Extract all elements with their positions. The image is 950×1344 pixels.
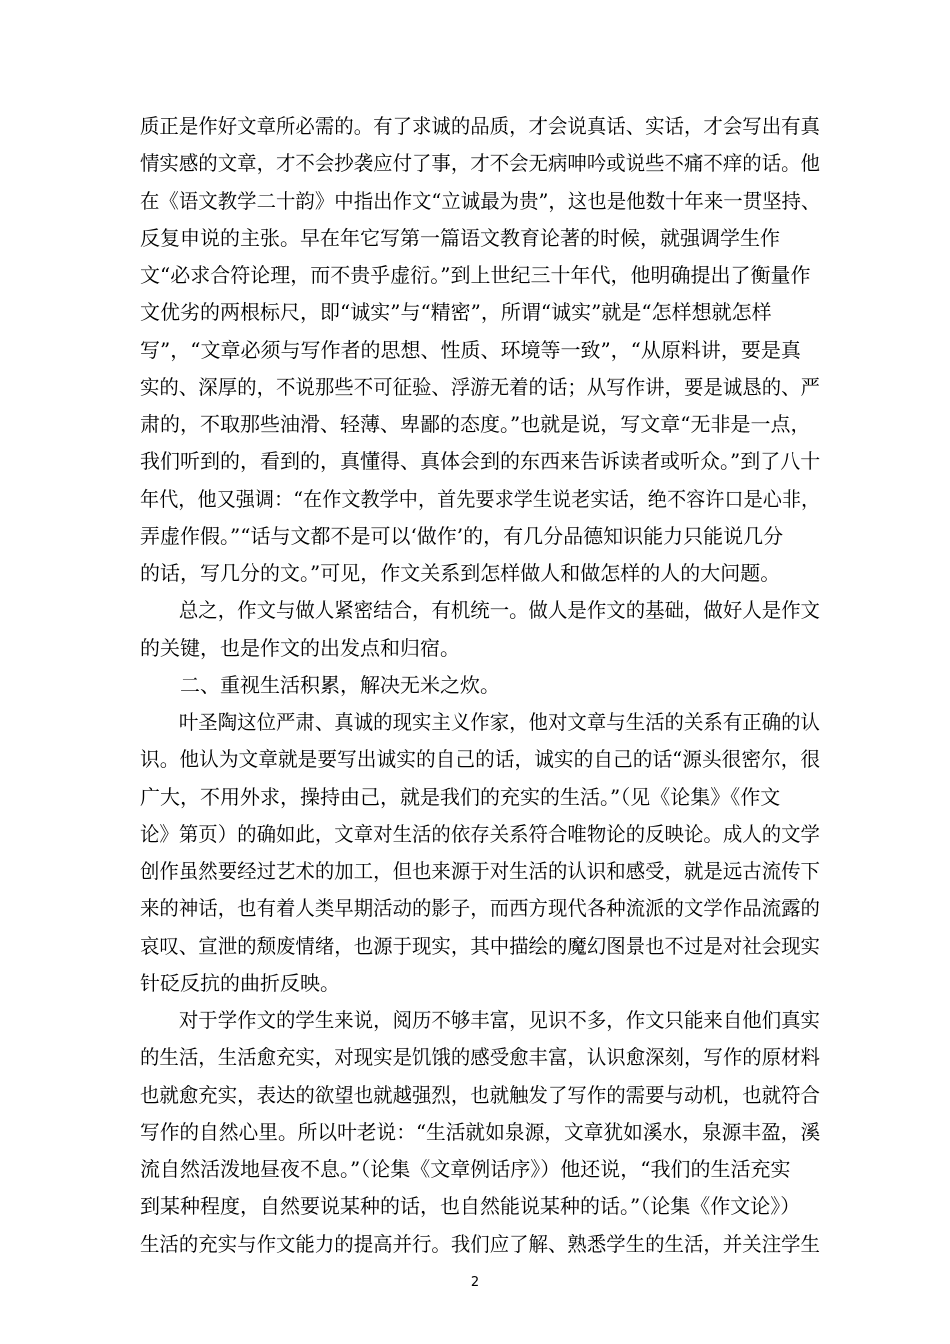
text-line: 总之，作文与做人紧密结合，有机统一。做人是作文的基础，做好人是作文 [140, 598, 820, 622]
text-line: 也就愈充实，表达的欲望也就越强烈，也就触发了写作的需要与动机，也就符合 [140, 1083, 820, 1107]
text-line: 二、重视生活积累，解决无米之炊。 [140, 673, 500, 697]
page-number: 2 [470, 1275, 480, 1290]
text-line: 在《语文教学二十韵》中指出作文“立诚最为贵”，这也是他数十年来一贯坚持、 [140, 189, 821, 213]
text-line: 情实感的文章，才不会抄袭应付了事，才不会无病呻吟或说些不痛不痒的话。他 [140, 151, 820, 175]
text-line: 流自然活泼地昼夜不息。”（论集《文章例话序》）他还说，“我们的生活充实 [140, 1157, 791, 1181]
text-line: 年代，他又强调：“在作文教学中，首先要求学生说老实话，绝不容许口是心非， [140, 487, 821, 511]
text-line: 来的神话，也有着人类早期活动的影子，而西方现代各种流派的文学作品流露的 [140, 896, 820, 920]
text-line: 写”，“文章必须与写作者的思想、性质、环境等一致”，“从原料讲，要是真 [140, 338, 801, 362]
text-line: 文优劣的两根标尺，即“诚实”与“精密”，所谓“诚实”就是“怎样想就怎样 [140, 300, 772, 324]
text-line: 的话，写几分的文。”可见，作文关系到怎样做人和做怎样的人的大问题。 [140, 561, 781, 585]
text-line: 实的、深厚的，不说那些不可征验、浮游无着的话；从写作讲，要是诚恳的、严 [140, 375, 820, 399]
text-line: 肃的，不取那些油滑、轻薄、卑鄙的态度。”也就是说，写文章“无非是一点， [140, 412, 811, 436]
text-line: 哀叹、宣泄的颓废情绪，也源于现实，其中描绘的魔幻图景也不过是对社会现实 [140, 934, 820, 958]
text-line: 文“必求合符论理，而不贵乎虚衍。”到上世纪三十年代，他明确提出了衡量作 [140, 263, 811, 287]
text-line: 识。他认为文章就是要写出诚实的自己的话，诚实的自己的话“源头很密尔，很 [140, 747, 821, 771]
text-line: 我们听到的，看到的，真懂得、真体会到的东西来告诉读者或听众。”到了八十 [140, 449, 821, 473]
text-line: 质正是作好文章所必需的。有了求诚的品质，才会说真话、实话，才会写出有真 [140, 114, 820, 138]
text-line: 创作虽然要经过艺术的加工，但也来源于对生活的认识和感受，就是远古流传下 [140, 859, 820, 883]
text-line: 叶圣陶这位严肃、真诚的现实主义作家，他对文章与生活的关系有正确的认 [140, 710, 820, 734]
text-line: 的生活，生活愈充实，对现实是饥饿的感受愈丰富，认识愈深刻，写作的原材料 [140, 1045, 820, 1069]
text-line: 论》第页）的确如此，文章对生活的依存关系符合唯物论的反映论。成人的文学 [140, 822, 820, 846]
text-line: 广大，不用外求，操持由己，就是我们的充实的生活。”（见《论集》《作文 [140, 785, 781, 809]
text-line: 的关键，也是作文的出发点和归宿。 [140, 636, 460, 660]
text-line: 生活的充实与作文能力的提高并行。我们应了解、熟悉学生的生活，并关注学生 [140, 1232, 820, 1256]
text-line: 针砭反抗的曲折反映。 [140, 971, 340, 995]
text-line: 对于学作文的学生来说，阅历不够丰富，见识不多，作文只能来自他们真实 [140, 1008, 820, 1032]
text-line: 到某种程度，自然要说某种的话，也自然能说某种的话。”（论集《作文论》） [140, 1194, 801, 1218]
text-line: 写作的自然心里。所以叶老说：“生活就如泉源，文章犹如溪水，泉源丰盈，溪 [140, 1120, 821, 1144]
text-line: 弄虚作假。”“话与文都不是可以‘做作’的，有几分品德知识能力只能说几分 [140, 524, 784, 548]
text-line: 反复申说的主张。早在年它写第一篇语文教育论著的时候，就强调学生作 [140, 226, 780, 250]
